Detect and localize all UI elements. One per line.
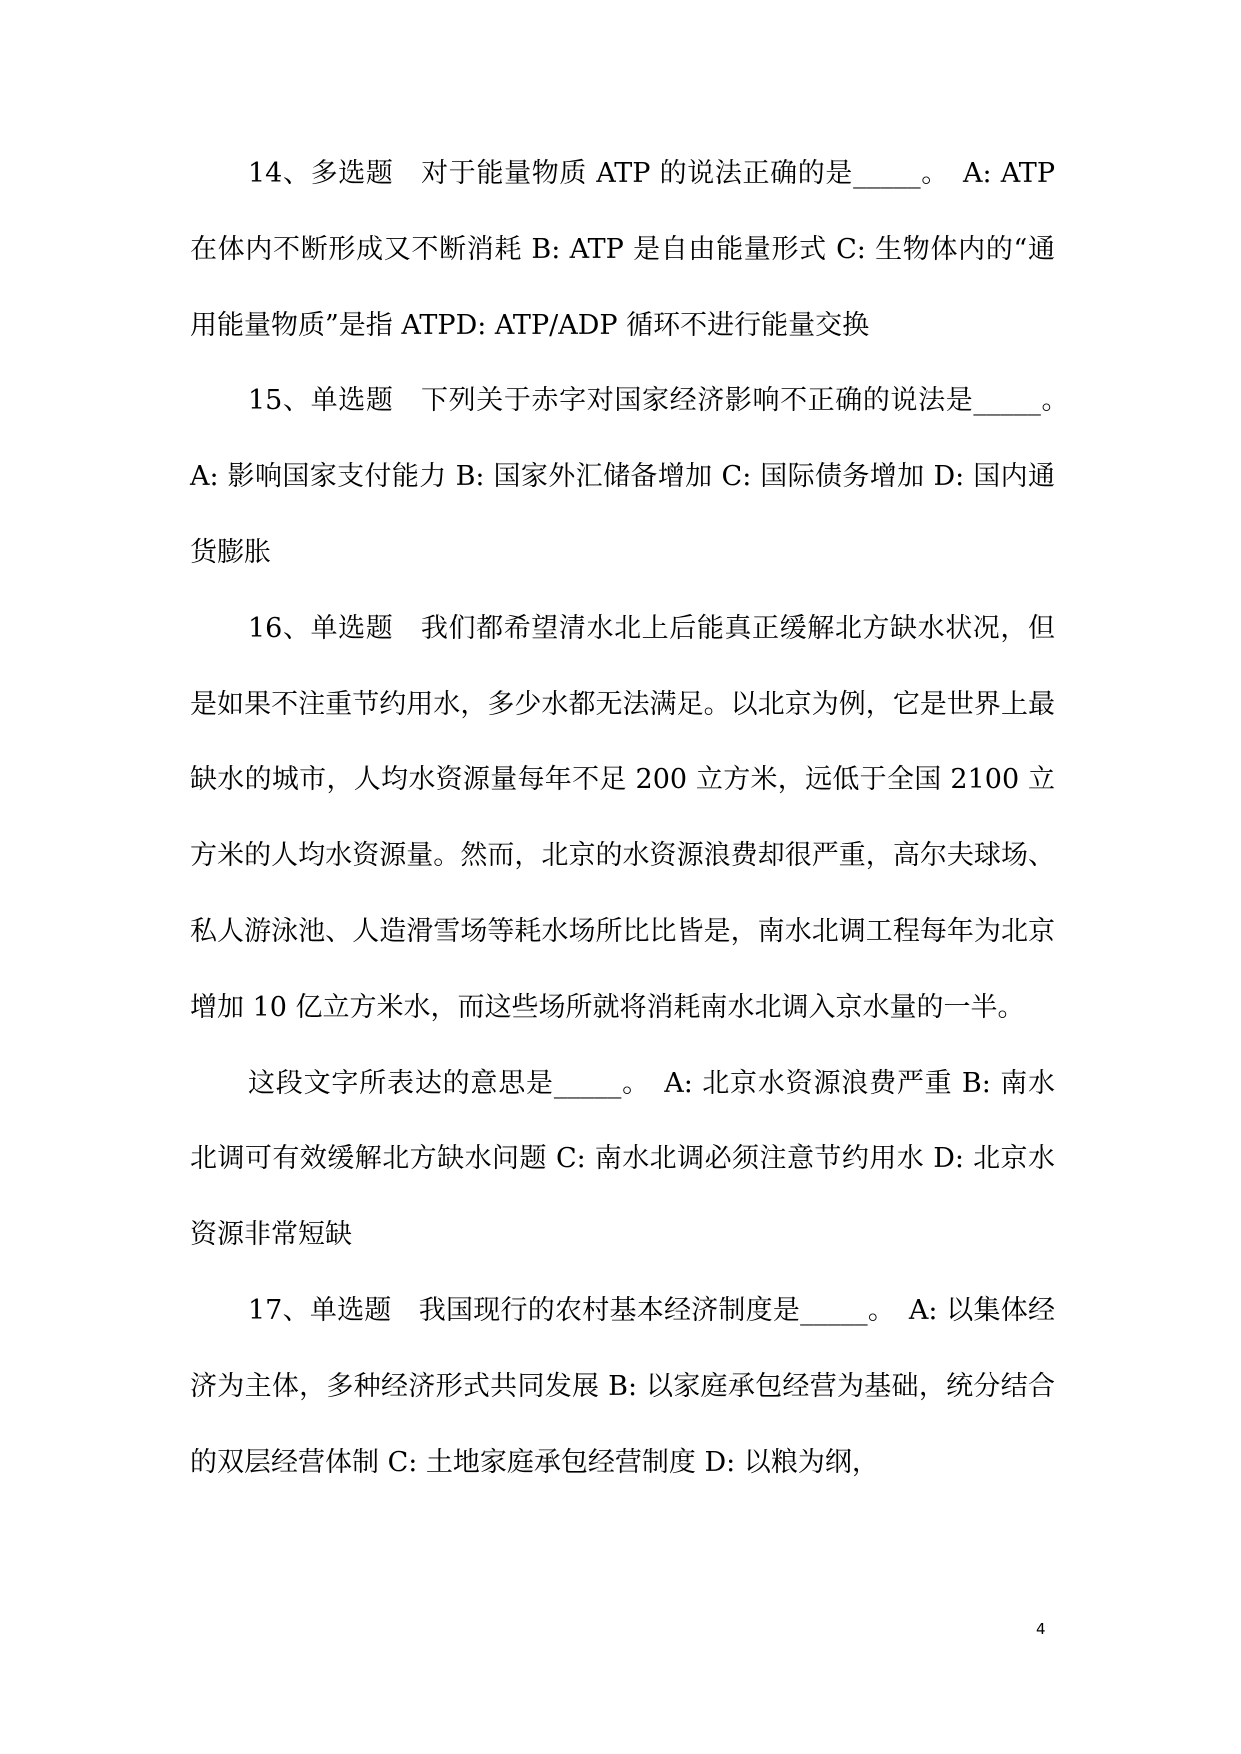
question-17: 17、单选题 我国现行的农村基本经济制度是_____。 A: 以集体经济为主体，多种经济形式共同发展 B: 以家庭承包经营为基础，统分结合的双层经营体制 C: 土地家庭承包经营制度 D: 以粮为纲， bbox=[190, 1294, 1055, 1478]
page-body bbox=[190, 136, 1082, 1500]
page-number: 4 bbox=[1036, 1620, 1046, 1638]
question-15: 15、单选题 下列关于赤字对国家经济影响不正确的说法是_____。 A: 影响国家支付能力 B: 国家外汇储备增加 C: 国际债务增加 D: 国内通货膨胀 bbox=[190, 385, 1082, 568]
question-16-passage: 16、单选题 我们都希望清水北上后能真正缓解北方缺水状况，但是如果不注重节约用水，多少水都无法满足。以北京为例，它是世界上最缺水的城市，人均水资源量每年不足 200 立方米，远低于全国 2100 立方米的人均水资源量。然而，北京的水资源浪费却很严重，高尔夫球场、私人游泳池、人造滑雪场等耗水场所比比皆是，南水北调工程每年为北京增加 10 亿立方米水，而这些场所就将消耗南水北调入京水量的一半。 bbox=[190, 612, 1055, 1023]
question-14: 14、多选题 对于能量物质 ATP 的说法正确的是_____。 A: ATP 在体内不断形成又不断消耗 B: ATP 是自由能量形式 C: 生物体内的“通用能量物质”是指 ATPD: ATP/ADP 循环不进行能量交换 bbox=[190, 158, 1055, 341]
question-16-prompt: 这段文字所表达的意思是_____。 A: 北京水资源浪费严重 B: 南水北调可有效缓解北方缺水问题 C: 南水北调必须注意节约用水 D: 北京水资源非常短缺 bbox=[190, 1067, 1055, 1251]
